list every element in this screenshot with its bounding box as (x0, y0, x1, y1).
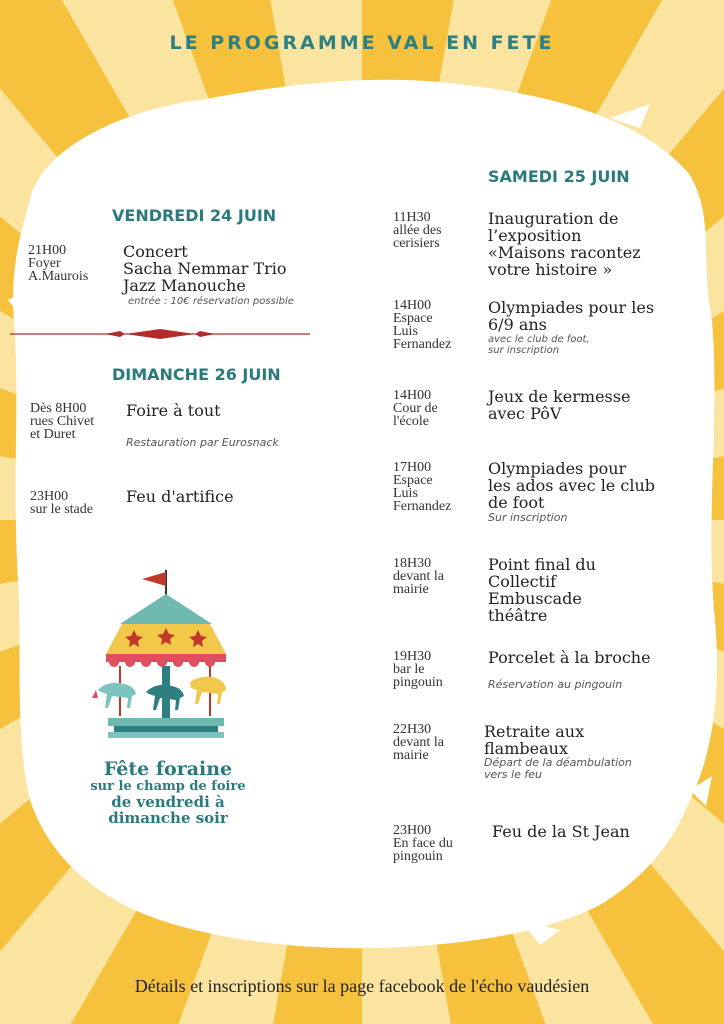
section-divider (10, 326, 310, 342)
samedi-event-7-note (484, 757, 632, 781)
time-line: Fernandez (393, 499, 452, 514)
title-line: 6/9 ans (488, 315, 547, 334)
fete-line: sur le champ de foire (90, 779, 246, 794)
time-line: Luis (393, 324, 418, 339)
time-line: devant la (393, 735, 444, 750)
time-line: 19H30 (393, 649, 432, 664)
note-line: avec le club de foot, (488, 334, 590, 345)
samedi-event-6-note: Réservation au pingouin (488, 678, 623, 691)
time-line: mairie (393, 582, 429, 597)
samedi-event-7-title (484, 723, 584, 757)
title-line: Olympiades pour (488, 459, 627, 478)
heading-dimanche: DIMANCHE 26 JUIN (112, 365, 281, 384)
time-line: 18H30 (393, 556, 432, 571)
note-line: vers le feu (484, 768, 542, 781)
fete-line: Fête foraine (103, 758, 233, 780)
samedi-event-1-title (488, 210, 641, 278)
carousel-illustration (90, 566, 240, 744)
time-line: Luis (393, 486, 418, 501)
time-line: et Duret (30, 427, 76, 442)
fete-line: de vendredi à (111, 793, 225, 811)
samedi-event-3-title (488, 388, 630, 422)
dimanche-event-2-title: Feu d'artifice (126, 487, 234, 506)
title-line: flambeaux (484, 739, 568, 758)
samedi-time-2 (393, 299, 451, 351)
time-line: 11H30 (393, 210, 431, 225)
time-line: 23H00 (30, 489, 69, 504)
fete-line: dimanche soir (108, 809, 228, 827)
title-line: Concert (123, 242, 188, 261)
time-line: 14H00 (393, 298, 432, 313)
title-line: Jazz Manouche (123, 276, 246, 295)
vendredi-event-title (123, 243, 287, 294)
title-line: Point final du (488, 555, 596, 574)
time-line: cerisiers (393, 236, 440, 251)
time-line: 22H30 (393, 722, 432, 737)
time-line: En face du (393, 836, 453, 851)
title-line: Sacha Nemmar Trio (123, 259, 287, 278)
fete-foraine-text (70, 758, 266, 826)
vendredi-time (28, 244, 88, 283)
time-line: bar le (393, 662, 425, 677)
samedi-event-2-note (488, 334, 590, 356)
title-line: de foot (488, 493, 545, 512)
samedi-event-4-title (488, 460, 655, 511)
time-line: devant la (393, 569, 444, 584)
heading-samedi: SAMEDI 25 JUIN (488, 167, 630, 186)
title-line: Embuscade (488, 589, 582, 608)
title-line: Jeux de kermesse (488, 387, 631, 406)
samedi-time-4 (393, 461, 451, 513)
time-line: pingouin (393, 849, 443, 864)
footer-text: Détails et inscriptions sur la page facebook de l'écho vaudésien (134, 976, 590, 996)
samedi-event-8-title: Feu de la St Jean (492, 822, 630, 841)
samedi-event-2-title (488, 299, 654, 333)
dimanche-time-2 (30, 490, 93, 516)
title-line: Retraite aux (484, 722, 585, 741)
title-line: «Maisons racontez (488, 243, 641, 262)
samedi-time-7 (393, 723, 444, 762)
title-line: avec PôV (488, 404, 562, 423)
time-line: rues Chivet (30, 414, 95, 429)
heading-vendredi: VENDREDI 24 JUIN (112, 206, 277, 225)
time-line: allée des (393, 223, 442, 238)
time-line: l'école (393, 414, 429, 429)
samedi-time-6 (393, 650, 443, 689)
time-line: sur le stade (30, 502, 93, 517)
dimanche-time-1 (30, 402, 94, 441)
title-line: Collectif (488, 572, 557, 591)
time-line: mairie (393, 748, 429, 763)
samedi-event-6-title: Porcelet à la broche (488, 648, 651, 667)
title-line: Olympiades pour les (488, 298, 655, 317)
dimanche-event-1-note: Restauration par Eurosnack (126, 436, 279, 449)
samedi-event-4-note: Sur inscription (488, 511, 568, 524)
title-line: théâtre (488, 606, 548, 625)
vendredi-note: entrée : 10€ réservation possible (128, 296, 294, 307)
time-line: Espace (393, 473, 433, 488)
time-line: A.Maurois (28, 269, 89, 284)
samedi-time-1 (393, 211, 442, 250)
title-line: votre histoire » (488, 260, 613, 279)
title-line: les ados avec le club (488, 476, 655, 495)
time-line: 14H00 (393, 388, 432, 403)
note-line: sur inscription (488, 345, 560, 356)
note-line: Départ de la déambulation (484, 756, 632, 769)
samedi-time-8 (393, 824, 453, 863)
dimanche-event-1-title: Foire à tout (126, 401, 221, 420)
samedi-time-3 (393, 389, 438, 428)
time-line: pingouin (393, 675, 443, 690)
title-line: l’exposition (488, 226, 582, 245)
time-line: Fernandez (393, 337, 452, 352)
time-line: 23H00 (393, 823, 432, 838)
time-line: Foyer (28, 256, 61, 271)
time-line: Dès 8H00 (30, 401, 87, 416)
time-line: 17H00 (393, 460, 432, 475)
samedi-event-5-title (488, 556, 596, 624)
time-line: Espace (393, 311, 433, 326)
samedi-time-5 (393, 557, 444, 596)
time-line: Cour de (393, 401, 438, 416)
title-line: Inauguration de (488, 209, 619, 228)
time-line: 21H00 (28, 243, 67, 258)
page-title: LE PROGRAMME VAL EN FETE (169, 32, 555, 54)
